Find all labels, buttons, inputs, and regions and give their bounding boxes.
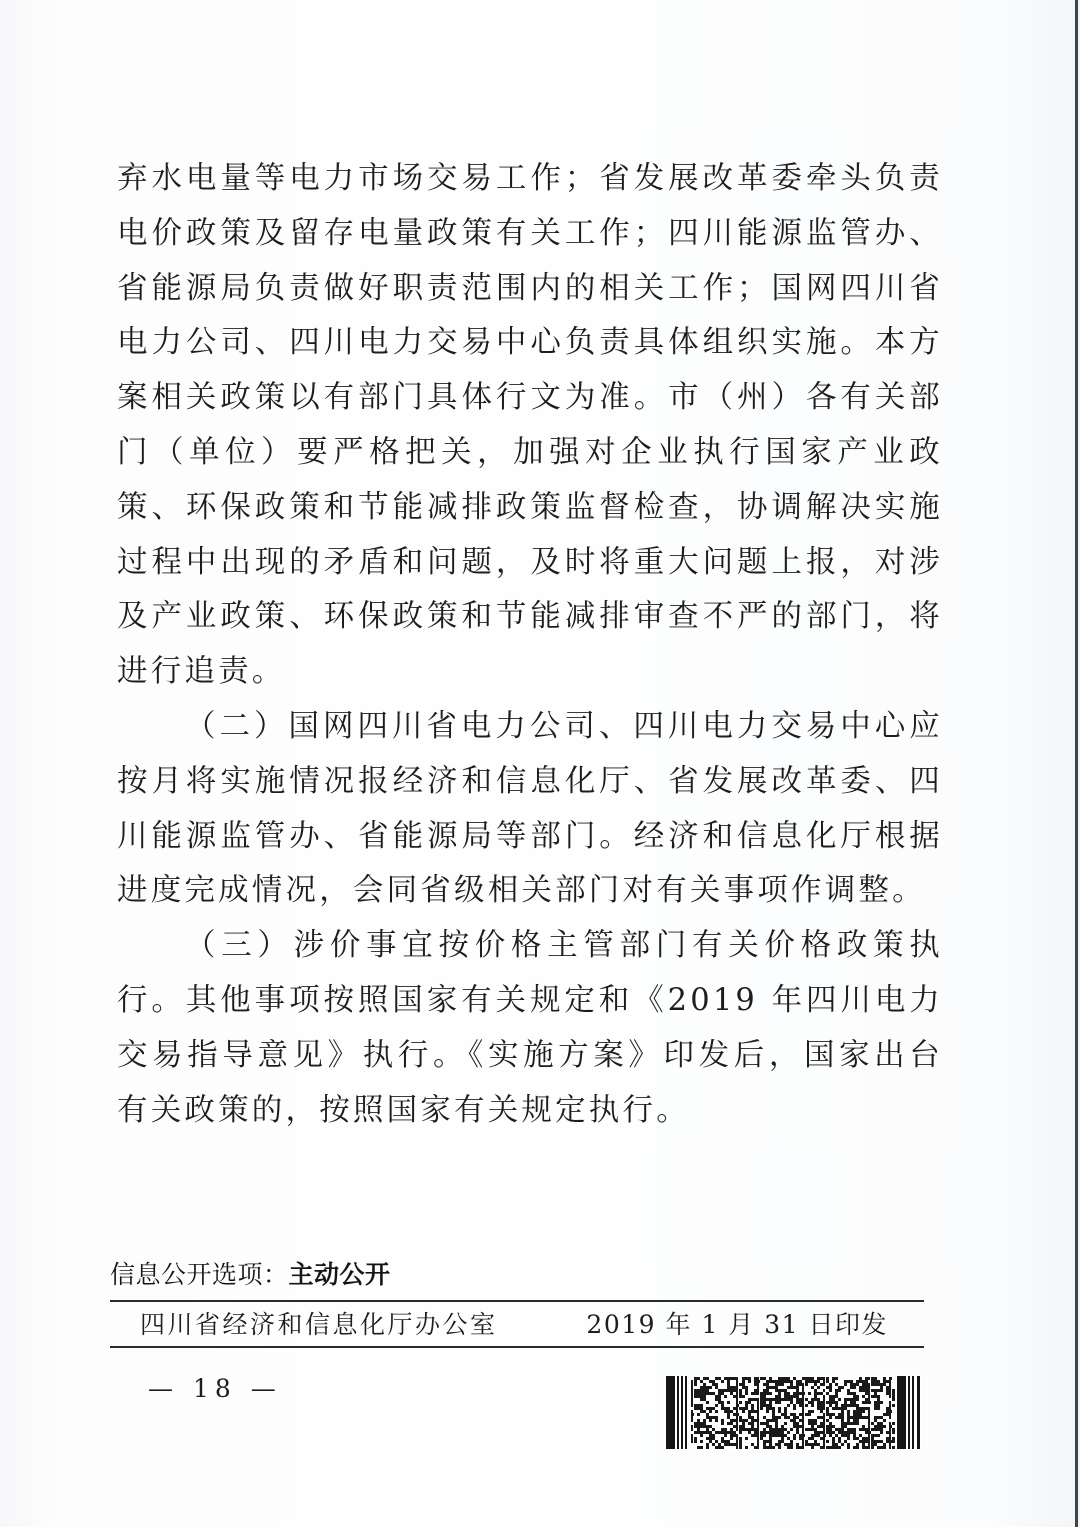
issuer-row [110, 1305, 924, 1345]
disclosure-label: 信息公开选项： [110, 1260, 289, 1289]
issuer-name: 四川省经济和信息化厅办公室 [140, 1310, 498, 1339]
paragraph-responsibilities: 弃水电量等电力市场交易工作；省发展改革委牵头负责电价政策及留存电量政策有关工作；四川能源监管办、省能源局负责做好职责范围内的相关工作；国网四川省电力公司、四川电力交易中心负责具体组织实施。本方案相关政策以有部门具体行文为准。市（州）各有关部门（单位）要严格把关，加强对企业执行国家产业政策、环保政策和节能减排政策监督检查，协调解决实施过程中出现的矛盾和问题，及时将重大问题上报，对涉及产业政策、环保政策和节能减排审查不严的部门，将进行追责。 [117, 161, 943, 690]
document-body [117, 152, 943, 1138]
page-edge-border [1075, 0, 1078, 1527]
footer-rule-top [110, 1300, 924, 1302]
page-number: — 18 — [148, 1374, 282, 1403]
paragraph-item-2-reporting: （二）国网四川省电力公司、四川电力交易中心应按月将实施情况报经济和信息化厅、省发展改革委、四川能源监管办、省能源局等部门。经济和信息化厅根据进度完成情况，会同省级相关部门对有关事项作调整。 [117, 708, 943, 909]
issue-date: 2019 年 1 月 31 日印发 [586, 1310, 888, 1339]
pdf417-barcode-icon [665, 1375, 921, 1450]
footer-rule-bottom [110, 1346, 924, 1348]
disclosure-option [110, 1255, 391, 1291]
paragraph-item-3-pricing: （三）涉价事宜按价格主管部门有关价格政策执行。其他事项按照国家有关规定和《2019 年四川电力交易指导意见》执行。《实施方案》印发后，国家出台有关政策的，按照国家有关规定执行。 [117, 928, 943, 1128]
disclosure-value: 主动公开 [288, 1260, 391, 1289]
